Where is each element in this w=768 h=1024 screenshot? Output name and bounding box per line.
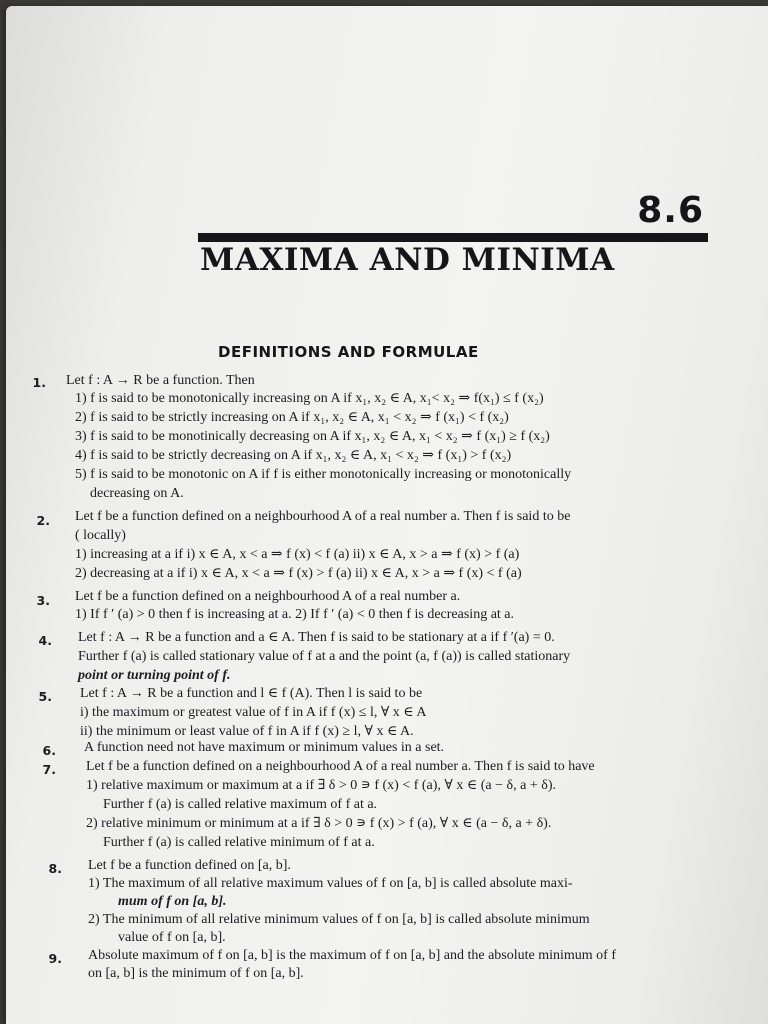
item-line: decreasing on A. (90, 486, 184, 501)
section-heading: DEFINITIONS AND FORMULAE (218, 343, 479, 361)
item-number: 6. (42, 743, 56, 758)
item-line: Let f be a function defined on [a, b]. (88, 858, 291, 873)
item-line: ii) the minimum or least value of f in A if f (x) ≥ l, ∀ x ∈ A. (80, 724, 414, 739)
item-number: 1. (32, 375, 46, 390)
item-number: 3. (36, 593, 50, 608)
item-line: 5) f is said to be monotonic on A if f is either monotonically increasing or monotonically (75, 467, 572, 482)
item-number: 7. (42, 762, 56, 777)
item-number: 5. (38, 689, 52, 704)
item-number: 2. (36, 513, 50, 528)
item-line: point or turning point of f. (78, 668, 231, 683)
item-line: Let f be a function defined on a neighbourhood A of a real number a. (75, 589, 461, 604)
item-line: Let f : A → R be a function and l ∈ f (A). Then l is said to be (80, 686, 423, 701)
item-line: Further f (a) is called relative maximum of f at a. (103, 797, 378, 812)
item-line: Further f (a) is called stationary value of f at a and the point (a, f (a)) is called stationary (78, 649, 571, 664)
chapter-title: MAXIMA AND MINIMA (200, 242, 615, 278)
item-line: 2) The minimum of all relative minimum values of f on [a, b] is called absolute minimum (88, 912, 590, 927)
chapter-number: 8.6 (637, 190, 704, 231)
item-line: Let f be a function defined on a neighbourhood A of a real number a. Then f is said to have (86, 759, 595, 774)
item-line: 3) f is said to be monotinically decreasing on A if x₁, x₂ ∈ A, x₁ < x₂ ⇒ f (x₁) ≥ f (x₂) (75, 429, 550, 444)
item-line: Further f (a) is called relative minimum of f at a. (103, 835, 375, 850)
item-line: Let f be a function defined on a neighbourhood A of a real number a. Then f is said to be (75, 509, 571, 524)
item-line: 2) relative minimum or minimum at a if ∃ δ > 0 ∍ f (x) > f (a), ∀ x ∈ (a − δ, a + δ). (86, 816, 552, 831)
item-line: 1) relative maximum or maximum at a if ∃ δ > 0 ∍ f (x) < f (a), ∀ x ∈ (a − δ, a + δ). (86, 778, 556, 793)
item-line: Let f : A → R be a function and a ∈ A. Then f is said to be stationary at a if f ′(a) = 0. (78, 630, 555, 645)
item-line: on [a, b] is the minimum of f on [a, b]. (88, 966, 304, 981)
item-line: Absolute maximum of f on [a, b] is the maximum of f on [a, b] and the absolute minimum of f (88, 948, 617, 963)
item-number: 9. (48, 951, 62, 966)
item-line: 4) f is said to be strictly decreasing on A if x₁, x₂ ∈ A, x₁ < x₂ ⇒ f (x₁) > f (x₂) (75, 448, 512, 463)
item-line: 1) increasing at a if i) x ∈ A, x < a ⇒ f (x) < f (a) ii) x ∈ A, x > a ⇒ f (x) > f (a) (75, 547, 520, 562)
item-number: 4. (38, 633, 52, 648)
item-line: 1) f is said to be monotonically increasing on A if x₁, x₂ ∈ A, x₁< x₂ ⇒ f(x₁) ≤ f (x₂) (75, 391, 544, 406)
item-line: 2) decreasing at a if i) x ∈ A, x < a ⇒ f (x) > f (a) ii) x ∈ A, x > a ⇒ f (x) < f (a) (75, 566, 522, 581)
item-line: mum of f on [a, b]. (118, 894, 227, 909)
item-line: 1) If f ′ (a) > 0 then f is increasing at a. 2) If f ′ (a) < 0 then f is decreasing at a. (75, 607, 515, 622)
item-line: Let f : A → R be a function. Then (66, 373, 255, 388)
item-line: A function need not have maximum or minimum values in a set. (84, 740, 445, 755)
item-line: value of f on [a, b]. (118, 930, 226, 945)
item-line: ( locally) (75, 528, 126, 543)
item-line: i) the maximum or greatest value of f in A if f (x) ≤ l, ∀ x ∈ A (80, 705, 427, 720)
item-line: 1) The maximum of all relative maximum values of f on [a, b] is called absolute maxi- (88, 876, 573, 891)
item-number: 8. (48, 861, 62, 876)
item-line: 2) f is said to be strictly increasing on A if x₁, x₂ ∈ A, x₁ < x₂ ⇒ f (x₁) < f (x₂) (75, 410, 509, 425)
